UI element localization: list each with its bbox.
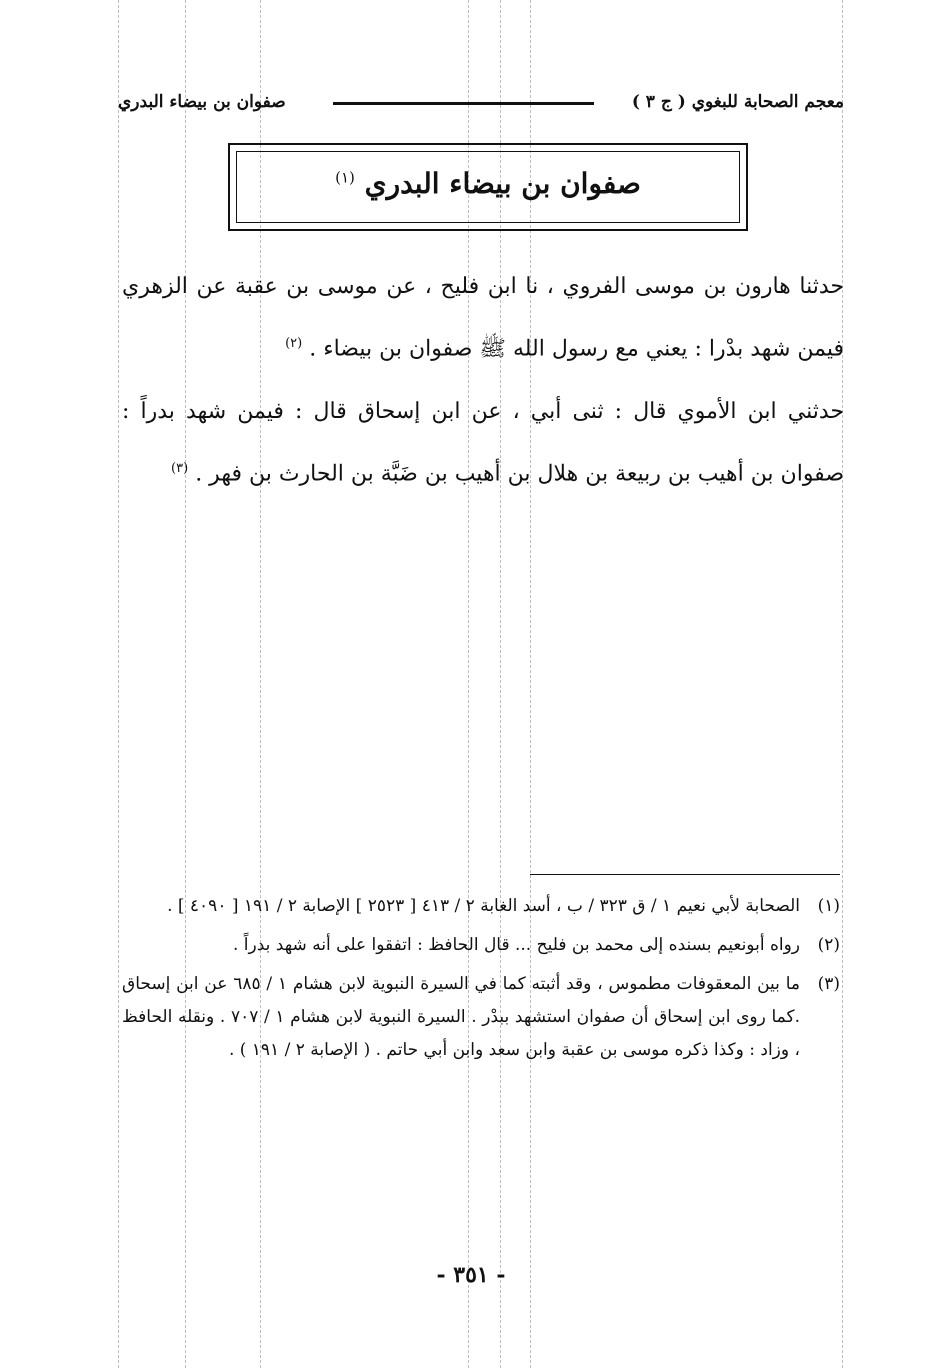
running-header: [118, 92, 844, 122]
paragraph: [122, 258, 844, 377]
footnote-text: ما بين المعقوفات مطموس ، وقد أثبته كما في السيرة النبوية لابن هشام ١ / ٦٨٥ عن ابن إسحاق .كما روى ابن إسحاق أن صفوان استشهد ببدْر . السيرة النبوية لابن هشام ١ / ٧٠٧ . ونقله الحافظ ، وزاد : وكذا ذكره موسى بن عقبة وابن سعد وابن أبي حاتم . ( الإصابة ٢ / ١٩١ ) .: [122, 974, 800, 1060]
footnote-number: (٣): [817, 974, 840, 994]
main-text: [122, 258, 844, 509]
dashed-guide-line: [118, 0, 119, 1368]
entry-heading-text: صفوان بن بيضاء البدري: [364, 167, 641, 200]
page-number: - ٣٥١ -: [436, 1262, 506, 1288]
entry-title: صفوان بن بيضاء البدري: [118, 92, 286, 112]
footnote-text: رواه أبونعيم بسنده إلى محمد بن فليح ... قال الحافظ : اتفقوا على أنه شهد بدراً .: [233, 935, 800, 955]
footnote-separator: [530, 874, 840, 875]
footnote: [122, 968, 840, 1067]
footnotes: [122, 890, 840, 1073]
footnote-number: (١): [817, 896, 840, 916]
footnote-text: الصحابة لأبي نعيم ١ / ق ٣٢٣ / ب ، أسد الغابة ٢ / ٤١٣ [ ٢٥٢٣ ] الإصابة ٢ / ١٩١ [ ٤٠٩٠ ] .: [167, 896, 800, 916]
entry-heading: [230, 167, 746, 200]
dashed-guide-line: [842, 0, 843, 1368]
book-title: معجم الصحابة للبغوي ( ج ٣ ): [631, 92, 844, 112]
footnote: [122, 929, 840, 962]
footnote-number: (٢): [817, 935, 840, 955]
paragraph-text: حدثني ابن الأموي قال : ثنى أبي ، عن ابن إسحاق قال : فيمن شهد بدراً : صفوان بن أهيب بن ربيعة بن هلال بن أهيب بن ضَبَّة بن الحارث بن فهر .: [122, 399, 844, 487]
paragraph-text: حدثنا هارون بن موسى الفروي ، نا ابن فليح ، عن موسى بن عقبة عن الزهري فيمن شهد بدْرا : يعني مع رسول الله ﷺ صفوان بن بيضاء .: [122, 274, 844, 362]
footnote-ref: (٣): [171, 461, 189, 477]
footnote-ref: (٢): [285, 336, 303, 351]
heading-footnote-ref: (١): [335, 168, 355, 187]
footnote: [122, 890, 840, 923]
dashed-guide-line: [185, 0, 186, 1368]
entry-title-frame: [228, 143, 748, 231]
paragraph: [122, 383, 844, 502]
header-rule: [333, 102, 594, 105]
